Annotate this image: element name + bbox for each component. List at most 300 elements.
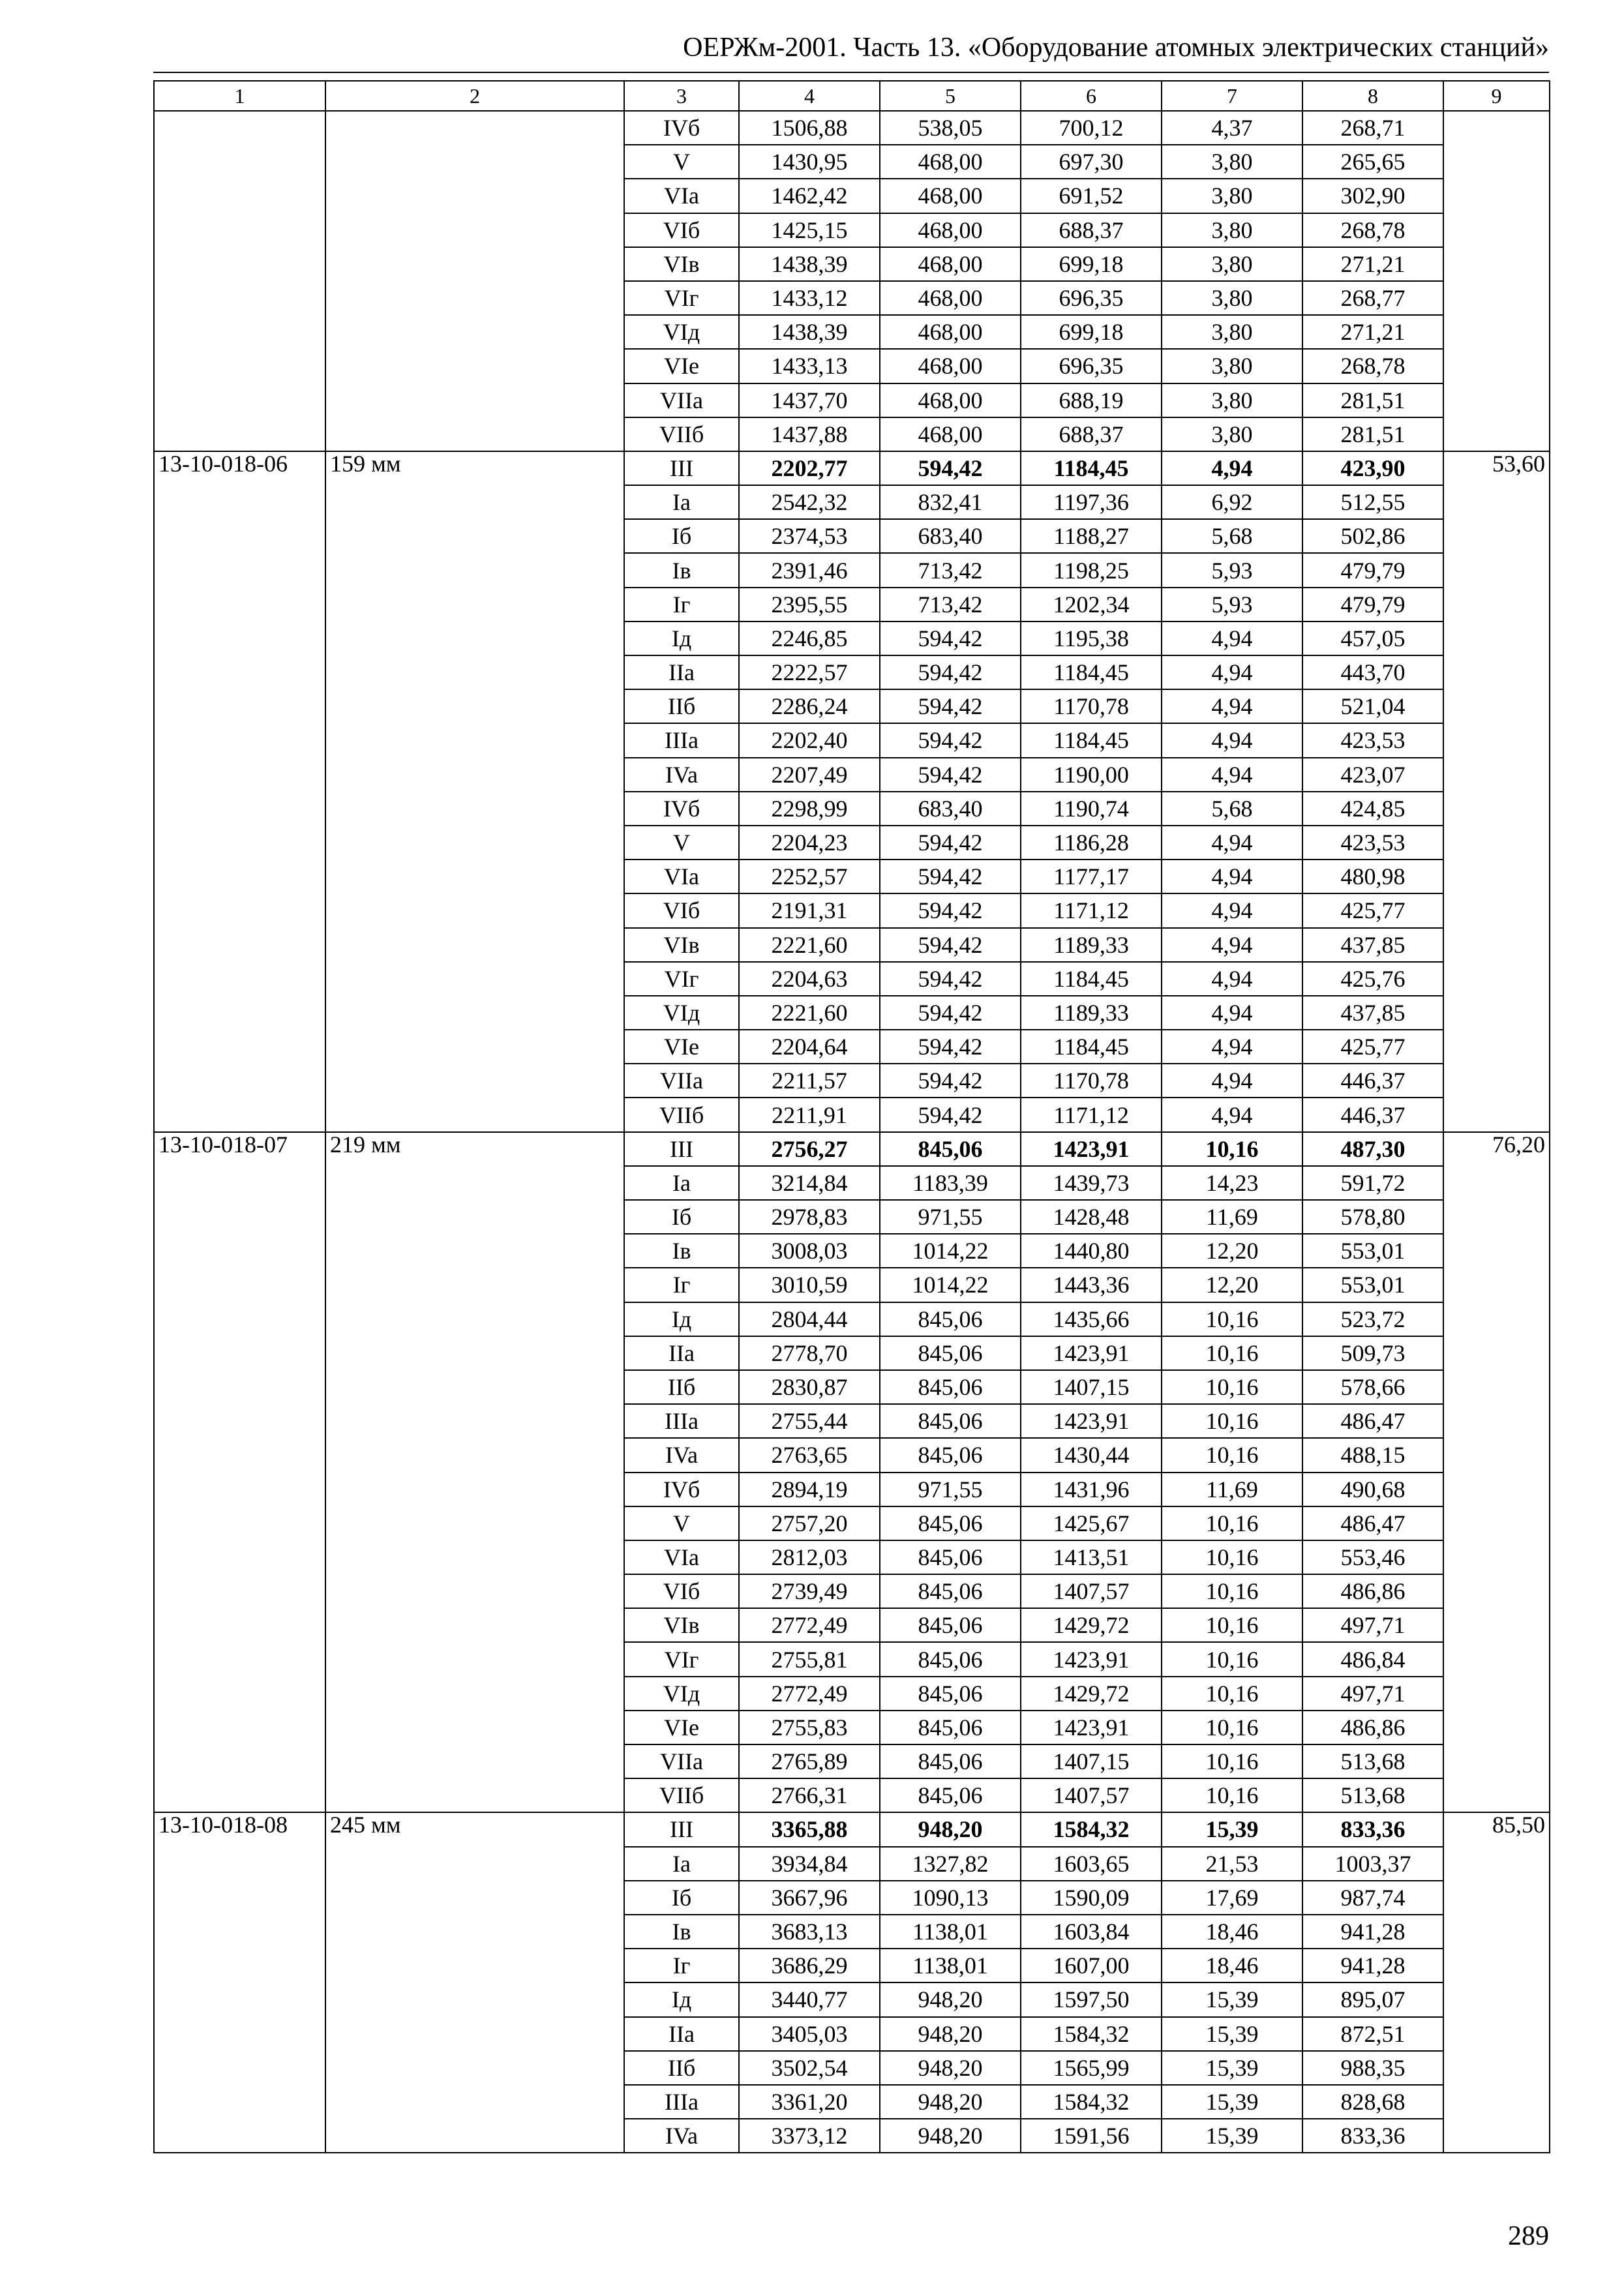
section-cell: IIб: [624, 2051, 739, 2085]
section-cell: IIIa: [624, 1404, 739, 1438]
value-cell: 1138,01: [880, 1949, 1021, 1982]
value-cell: 1195,38: [1021, 621, 1162, 655]
value-cell: 3,80: [1162, 213, 1302, 247]
section-cell: IIIa: [624, 2085, 739, 2119]
value-cell: 895,07: [1302, 1982, 1443, 2016]
section-cell: IIб: [624, 689, 739, 723]
value-cell: 988,35: [1302, 2051, 1443, 2085]
value-cell: 14,23: [1162, 1166, 1302, 1200]
value-cell: 521,04: [1302, 689, 1443, 723]
section-cell: IVa: [624, 1438, 739, 1472]
value-cell: 1423,91: [1021, 1132, 1162, 1166]
value-cell: 2763,65: [739, 1438, 880, 1472]
section-cell: Iд: [624, 621, 739, 655]
value-cell: 10,16: [1162, 1677, 1302, 1711]
value-cell: 5,93: [1162, 588, 1302, 621]
value-cell: 1433,12: [739, 281, 880, 315]
page-number: 289: [1508, 2221, 1549, 2251]
value-cell: 1506,88: [739, 111, 880, 145]
value-cell: 1407,57: [1021, 1778, 1162, 1812]
value-cell: 948,20: [880, 1812, 1021, 1846]
value-cell: 3,80: [1162, 281, 1302, 315]
section-cell: Iв: [624, 1915, 739, 1949]
value-cell: 268,77: [1302, 281, 1443, 315]
value-cell: 1171,12: [1021, 1098, 1162, 1131]
value-cell: 2894,19: [739, 1473, 880, 1506]
header-rule: [153, 72, 1549, 73]
diameter-cell: 245 мм: [325, 1812, 624, 2153]
value-cell: 2222,57: [739, 655, 880, 689]
value-cell: 971,55: [880, 1200, 1021, 1234]
value-cell: 18,46: [1162, 1949, 1302, 1982]
value-cell: 594,42: [880, 1098, 1021, 1131]
value-cell: 15,39: [1162, 1812, 1302, 1846]
diameter-cell: [325, 111, 624, 451]
column-header: 4: [739, 81, 880, 111]
value-cell: 11,69: [1162, 1200, 1302, 1234]
value-cell: 1197,36: [1021, 485, 1162, 519]
column-header: 1: [154, 81, 325, 111]
value-cell: 490,68: [1302, 1473, 1443, 1506]
value-cell: 4,94: [1162, 758, 1302, 792]
value-cell: 594,42: [880, 758, 1021, 792]
value-cell: 1584,32: [1021, 2085, 1162, 2119]
value-cell: 3,80: [1162, 383, 1302, 417]
section-cell: VIд: [624, 996, 739, 1030]
value-cell: 688,19: [1021, 383, 1162, 417]
value-cell: 1423,91: [1021, 1642, 1162, 1676]
section-cell: Ia: [624, 485, 739, 519]
column-header: 8: [1302, 81, 1443, 111]
value-cell: 833,36: [1302, 1812, 1443, 1846]
value-cell: 948,20: [880, 2085, 1021, 2119]
value-cell: 10,16: [1162, 1778, 1302, 1812]
value-cell: 2772,49: [739, 1677, 880, 1711]
value-cell: 10,16: [1162, 1711, 1302, 1744]
value-cell: 2204,63: [739, 962, 880, 996]
value-cell: 486,47: [1302, 1506, 1443, 1540]
value-cell: 594,42: [880, 826, 1021, 860]
value-cell: 1090,13: [880, 1881, 1021, 1915]
value-cell: 497,71: [1302, 1677, 1443, 1711]
value-cell: 1003,37: [1302, 1847, 1443, 1881]
section-cell: V: [624, 1506, 739, 1540]
value-cell: 1186,28: [1021, 826, 1162, 860]
value-cell: 423,90: [1302, 451, 1443, 485]
section-cell: IIa: [624, 655, 739, 689]
value-cell: 1433,13: [739, 349, 880, 383]
value-cell: 4,94: [1162, 1064, 1302, 1098]
value-cell: 2286,24: [739, 689, 880, 723]
value-cell: 845,06: [880, 1540, 1021, 1574]
value-cell: 2765,89: [739, 1744, 880, 1778]
value-cell: 696,35: [1021, 281, 1162, 315]
value-cell: 3,80: [1162, 315, 1302, 349]
value-cell: 594,42: [880, 860, 1021, 893]
value-cell: 1407,15: [1021, 1370, 1162, 1404]
value-cell: 10,16: [1162, 1608, 1302, 1642]
value-cell: 512,55: [1302, 485, 1443, 519]
value-cell: 509,73: [1302, 1336, 1443, 1370]
value-cell: 1425,15: [739, 213, 880, 247]
value-cell: 3,80: [1162, 417, 1302, 451]
value-cell: 10,16: [1162, 1302, 1302, 1336]
value-cell: 578,66: [1302, 1370, 1443, 1404]
value-cell: 1184,45: [1021, 723, 1162, 757]
table-row: [154, 1812, 1550, 1846]
value-cell: 4,94: [1162, 621, 1302, 655]
value-cell: 845,06: [880, 1574, 1021, 1608]
value-cell: 845,06: [880, 1744, 1021, 1778]
value-cell: 1184,45: [1021, 451, 1162, 485]
value-cell: 1423,91: [1021, 1404, 1162, 1438]
section-cell: III: [624, 1132, 739, 1166]
value-cell: 4,94: [1162, 1030, 1302, 1064]
value-cell: 591,72: [1302, 1166, 1443, 1200]
section-cell: VIIa: [624, 1744, 739, 1778]
section-cell: VIe: [624, 1711, 739, 1744]
value-cell: 578,80: [1302, 1200, 1443, 1234]
value-cell: 3683,13: [739, 1915, 880, 1949]
value-cell: 4,94: [1162, 962, 1302, 996]
value-cell: 5,68: [1162, 792, 1302, 826]
value-cell: 1407,15: [1021, 1744, 1162, 1778]
value-cell: 845,06: [880, 1404, 1021, 1438]
value-cell: 468,00: [880, 247, 1021, 281]
value-cell: 845,06: [880, 1711, 1021, 1744]
value-cell: 1184,45: [1021, 962, 1162, 996]
value-cell: 1423,91: [1021, 1336, 1162, 1370]
value-cell: 1170,78: [1021, 1064, 1162, 1098]
weight-cell: 53,60: [1443, 451, 1550, 1132]
value-cell: 488,15: [1302, 1438, 1443, 1472]
section-cell: VIб: [624, 893, 739, 927]
value-cell: 948,20: [880, 2051, 1021, 2085]
value-cell: 699,18: [1021, 247, 1162, 281]
section-cell: IIIa: [624, 723, 739, 757]
value-cell: 3373,12: [739, 2119, 880, 2153]
value-cell: 948,20: [880, 1982, 1021, 2016]
value-cell: 1584,32: [1021, 1812, 1162, 1846]
value-cell: 3440,77: [739, 1982, 880, 2016]
value-cell: 21,53: [1162, 1847, 1302, 1881]
value-cell: 10,16: [1162, 1132, 1302, 1166]
section-cell: VIб: [624, 1574, 739, 1608]
value-cell: 513,68: [1302, 1744, 1443, 1778]
value-cell: 423,53: [1302, 723, 1443, 757]
value-cell: 941,28: [1302, 1915, 1443, 1949]
value-cell: 1591,56: [1021, 2119, 1162, 2153]
value-cell: 1430,95: [739, 145, 880, 179]
section-cell: Iв: [624, 553, 739, 587]
value-cell: 513,68: [1302, 1778, 1443, 1812]
value-cell: 2252,57: [739, 860, 880, 893]
value-cell: 10,16: [1162, 1370, 1302, 1404]
value-cell: 457,05: [1302, 621, 1443, 655]
value-cell: 594,42: [880, 451, 1021, 485]
value-cell: 1565,99: [1021, 2051, 1162, 2085]
value-cell: 683,40: [880, 519, 1021, 553]
value-cell: 1198,25: [1021, 553, 1162, 587]
value-cell: 425,77: [1302, 893, 1443, 927]
value-cell: 3502,54: [739, 2051, 880, 2085]
section-cell: VIIa: [624, 1064, 739, 1098]
section-cell: VIa: [624, 860, 739, 893]
value-cell: 486,86: [1302, 1574, 1443, 1608]
value-cell: 2204,64: [739, 1030, 880, 1064]
column-header: 6: [1021, 81, 1162, 111]
value-cell: 971,55: [880, 1473, 1021, 1506]
value-cell: 2202,40: [739, 723, 880, 757]
value-cell: 1439,73: [1021, 1166, 1162, 1200]
section-cell: V: [624, 826, 739, 860]
value-cell: 4,94: [1162, 451, 1302, 485]
rate-code-cell: 13-10-018-08: [154, 1812, 325, 2153]
value-cell: 2395,55: [739, 588, 880, 621]
section-cell: VIг: [624, 962, 739, 996]
value-cell: 845,06: [880, 1336, 1021, 1370]
value-cell: 699,18: [1021, 315, 1162, 349]
value-cell: 2755,83: [739, 1711, 880, 1744]
value-cell: 2211,57: [739, 1064, 880, 1098]
table-body: [154, 111, 1550, 2153]
value-cell: 845,06: [880, 1778, 1021, 1812]
diameter-cell: 159 мм: [325, 451, 624, 1132]
section-cell: V: [624, 145, 739, 179]
value-cell: 3214,84: [739, 1166, 880, 1200]
section-cell: VIIa: [624, 383, 739, 417]
section-cell: IIa: [624, 2017, 739, 2051]
section-cell: VIIб: [624, 1098, 739, 1131]
value-cell: 845,06: [880, 1302, 1021, 1336]
column-header: 7: [1162, 81, 1302, 111]
value-cell: 17,69: [1162, 1881, 1302, 1915]
column-number-row: [154, 81, 1550, 111]
value-cell: 553,46: [1302, 1540, 1443, 1574]
value-cell: 2542,32: [739, 485, 880, 519]
section-cell: VIг: [624, 281, 739, 315]
value-cell: 3667,96: [739, 1881, 880, 1915]
value-cell: 2755,81: [739, 1642, 880, 1676]
value-cell: 523,72: [1302, 1302, 1443, 1336]
value-cell: 281,51: [1302, 417, 1443, 451]
value-cell: 3,80: [1162, 247, 1302, 281]
value-cell: 1423,91: [1021, 1711, 1162, 1744]
value-cell: 423,53: [1302, 826, 1443, 860]
value-cell: 3361,20: [739, 2085, 880, 2119]
weight-cell: [1443, 111, 1550, 451]
value-cell: 1327,82: [880, 1847, 1021, 1881]
diameter-cell: 219 мм: [325, 1132, 624, 1813]
table-row: [154, 111, 1550, 145]
section-cell: VIa: [624, 179, 739, 213]
section-cell: IVa: [624, 2119, 739, 2153]
section-cell: Iг: [624, 1268, 739, 1302]
value-cell: 845,06: [880, 1438, 1021, 1472]
value-cell: 4,94: [1162, 860, 1302, 893]
value-cell: 1429,72: [1021, 1677, 1162, 1711]
value-cell: 446,37: [1302, 1064, 1443, 1098]
value-cell: 3365,88: [739, 1812, 880, 1846]
code-cell: [154, 111, 325, 451]
value-cell: 845,06: [880, 1642, 1021, 1676]
section-cell: Iг: [624, 588, 739, 621]
value-cell: 2202,77: [739, 451, 880, 485]
value-cell: 948,20: [880, 2017, 1021, 2051]
section-cell: VIe: [624, 1030, 739, 1064]
section-cell: Iб: [624, 1200, 739, 1234]
value-cell: 281,51: [1302, 383, 1443, 417]
section-cell: III: [624, 1812, 739, 1846]
value-cell: 1202,34: [1021, 588, 1162, 621]
section-cell: Iб: [624, 519, 739, 553]
value-cell: 425,76: [1302, 962, 1443, 996]
value-cell: 713,42: [880, 553, 1021, 587]
value-cell: 4,94: [1162, 655, 1302, 689]
value-cell: 1437,70: [739, 383, 880, 417]
value-cell: 18,46: [1162, 1915, 1302, 1949]
value-cell: 987,74: [1302, 1881, 1443, 1915]
value-cell: 1584,32: [1021, 2017, 1162, 2051]
value-cell: 10,16: [1162, 1540, 1302, 1574]
running-header: ОЕРЖм-2001. Часть 13. «Оборудование атомных электрических станций»: [683, 33, 1549, 63]
value-cell: 2298,99: [739, 792, 880, 826]
value-cell: 1170,78: [1021, 689, 1162, 723]
value-cell: 696,35: [1021, 349, 1162, 383]
value-cell: 2812,03: [739, 1540, 880, 1574]
value-cell: 265,65: [1302, 145, 1443, 179]
value-cell: 1462,42: [739, 179, 880, 213]
value-cell: 502,86: [1302, 519, 1443, 553]
section-cell: Iд: [624, 1982, 739, 2016]
value-cell: 1188,27: [1021, 519, 1162, 553]
value-cell: 486,47: [1302, 1404, 1443, 1438]
value-cell: 10,16: [1162, 1642, 1302, 1676]
value-cell: 697,30: [1021, 145, 1162, 179]
section-cell: Ia: [624, 1847, 739, 1881]
value-cell: 1435,66: [1021, 1302, 1162, 1336]
value-cell: 2830,87: [739, 1370, 880, 1404]
section-cell: IVб: [624, 1473, 739, 1506]
value-cell: 2221,60: [739, 996, 880, 1030]
value-cell: 1437,88: [739, 417, 880, 451]
value-cell: 2739,49: [739, 1574, 880, 1608]
value-cell: 700,12: [1021, 111, 1162, 145]
value-cell: 594,42: [880, 893, 1021, 927]
value-cell: 594,42: [880, 928, 1021, 962]
value-cell: 1171,12: [1021, 893, 1162, 927]
column-header: 5: [880, 81, 1021, 111]
value-cell: 425,77: [1302, 1030, 1443, 1064]
value-cell: 10,16: [1162, 1438, 1302, 1472]
section-cell: VIIб: [624, 417, 739, 451]
value-cell: 538,05: [880, 111, 1021, 145]
value-cell: 2772,49: [739, 1608, 880, 1642]
value-cell: 5,68: [1162, 519, 1302, 553]
value-cell: 4,94: [1162, 996, 1302, 1030]
value-cell: 15,39: [1162, 1982, 1302, 2016]
value-cell: 443,70: [1302, 655, 1443, 689]
value-cell: 1443,36: [1021, 1268, 1162, 1302]
value-cell: 845,06: [880, 1506, 1021, 1540]
value-cell: 468,00: [880, 315, 1021, 349]
value-cell: 1190,00: [1021, 758, 1162, 792]
value-cell: 2778,70: [739, 1336, 880, 1370]
section-cell: VIг: [624, 1642, 739, 1676]
value-cell: 1184,45: [1021, 655, 1162, 689]
value-cell: 4,94: [1162, 928, 1302, 962]
section-cell: VIб: [624, 213, 739, 247]
rate-code-cell: 13-10-018-07: [154, 1132, 325, 1813]
value-cell: 2221,60: [739, 928, 880, 962]
section-cell: VIд: [624, 315, 739, 349]
value-cell: 683,40: [880, 792, 1021, 826]
value-cell: 3,80: [1162, 145, 1302, 179]
value-cell: 1413,51: [1021, 1540, 1162, 1574]
value-cell: 2204,23: [739, 826, 880, 860]
column-header: 3: [624, 81, 739, 111]
section-cell: IVб: [624, 111, 739, 145]
value-cell: 2978,83: [739, 1200, 880, 1234]
value-cell: 4,94: [1162, 1098, 1302, 1131]
section-cell: Iб: [624, 1881, 739, 1915]
value-cell: 688,37: [1021, 417, 1162, 451]
rate-code-cell: 13-10-018-06: [154, 451, 325, 1132]
value-cell: 845,06: [880, 1677, 1021, 1711]
value-cell: 468,00: [880, 417, 1021, 451]
value-cell: 497,71: [1302, 1608, 1443, 1642]
section-cell: VIa: [624, 1540, 739, 1574]
value-cell: 4,37: [1162, 111, 1302, 145]
value-cell: 713,42: [880, 588, 1021, 621]
value-cell: 6,92: [1162, 485, 1302, 519]
value-cell: 5,93: [1162, 553, 1302, 587]
section-cell: III: [624, 451, 739, 485]
value-cell: 691,52: [1021, 179, 1162, 213]
value-cell: 12,20: [1162, 1234, 1302, 1268]
value-cell: 594,42: [880, 689, 1021, 723]
value-cell: 3934,84: [739, 1847, 880, 1881]
value-cell: 1597,50: [1021, 1982, 1162, 2016]
value-cell: 1428,48: [1021, 1200, 1162, 1234]
value-cell: 4,94: [1162, 826, 1302, 860]
value-cell: 2804,44: [739, 1302, 880, 1336]
value-cell: 1429,72: [1021, 1608, 1162, 1642]
value-cell: 1189,33: [1021, 928, 1162, 962]
section-cell: IIa: [624, 1336, 739, 1370]
value-cell: 15,39: [1162, 2017, 1302, 2051]
value-cell: 487,30: [1302, 1132, 1443, 1166]
value-cell: 3010,59: [739, 1268, 880, 1302]
value-cell: 10,16: [1162, 1404, 1302, 1438]
value-cell: 479,79: [1302, 553, 1443, 587]
value-cell: 594,42: [880, 962, 1021, 996]
value-cell: 828,68: [1302, 2085, 1443, 2119]
section-cell: IVб: [624, 792, 739, 826]
value-cell: 468,00: [880, 281, 1021, 315]
value-cell: 423,07: [1302, 758, 1443, 792]
section-cell: VIд: [624, 1677, 739, 1711]
value-cell: 3008,03: [739, 1234, 880, 1268]
value-cell: 2374,53: [739, 519, 880, 553]
value-cell: 845,06: [880, 1132, 1021, 1166]
value-cell: 1425,67: [1021, 1506, 1162, 1540]
value-cell: 468,00: [880, 213, 1021, 247]
weight-cell: 85,50: [1443, 1812, 1550, 2153]
section-cell: Ia: [624, 1166, 739, 1200]
value-cell: 10,16: [1162, 1336, 1302, 1370]
value-cell: 872,51: [1302, 2017, 1443, 2051]
